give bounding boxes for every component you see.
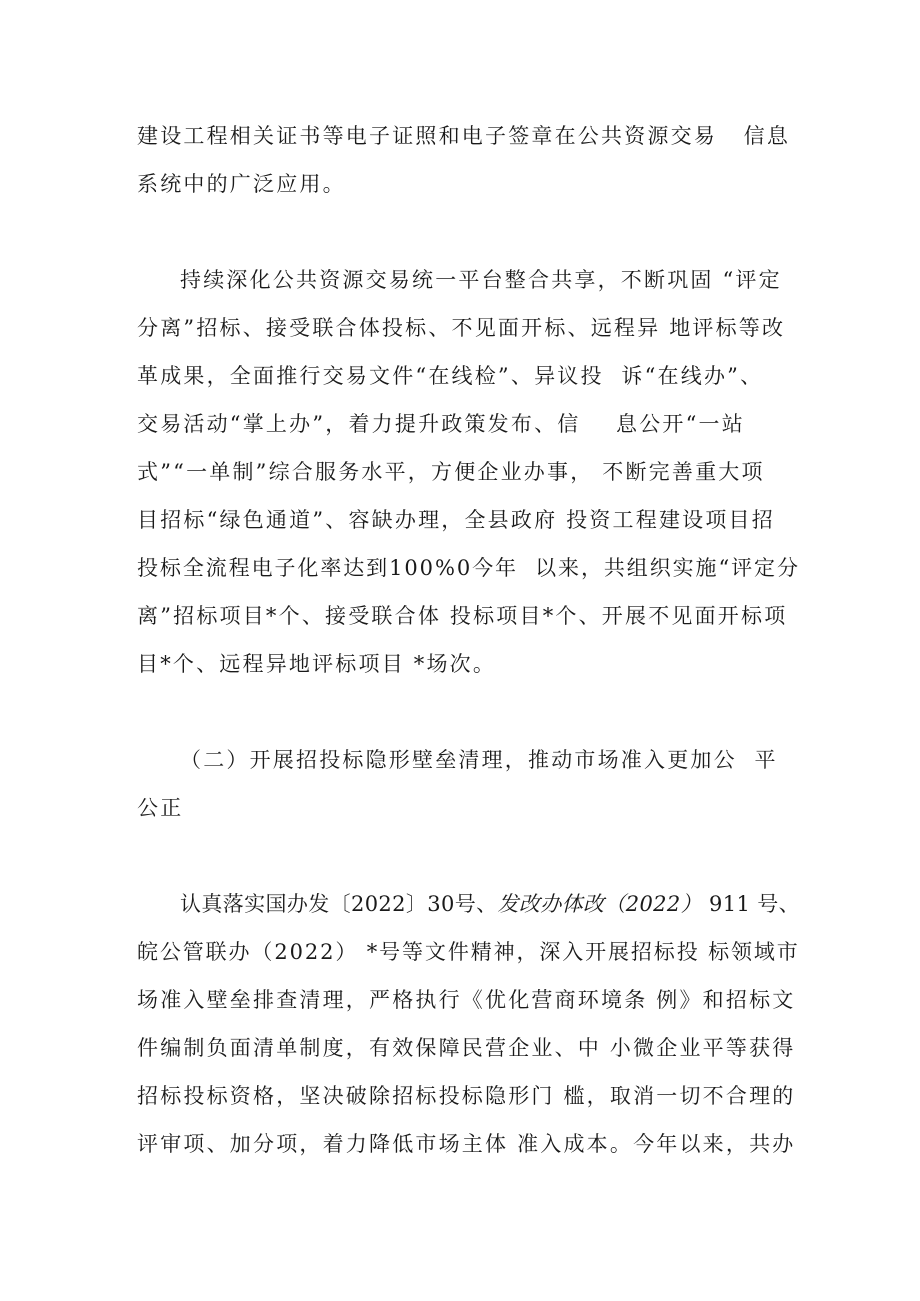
text-segment-italic: 发改办体改（2022） xyxy=(497,892,703,916)
text-line: 目招标“绿色通道”、容缺办理，全县政府 投资工程建设项目招 xyxy=(137,508,775,532)
text-segment: 认真落实国办发〔2022〕30号、 xyxy=(180,892,498,916)
text-line: 系统中的广泛应用。 xyxy=(137,172,346,196)
text-line xyxy=(180,889,800,919)
text-line: 分离”招标、接受联合体投标、不见面开标、远程异 地评标等改 xyxy=(137,316,786,340)
text-line: 场准入壁垒排查清理，严格执行《优化营商环境条 例》和招标文 xyxy=(137,988,796,1012)
section-heading-continuation: 公正 xyxy=(137,796,184,820)
text-line: 离”招标项目*个、接受联合体 投标项目*个、开展不见面开标项 xyxy=(137,604,788,628)
text-line: 招标投标资格，坚决破除招标投标隐形门 槛，取消一切不合理的 xyxy=(137,1084,796,1108)
text-line: 式”“一单制”综合服务水平，方便企业办事， 不断完善重大项 xyxy=(137,460,765,484)
text-segment: 911 号、 xyxy=(702,892,801,916)
text-line: 持续深化公共资源交易统一平台整合共享，不断巩固 “评定 xyxy=(180,268,782,292)
text-line: 投标全流程电子化率达到100%0今年 以来，共组织实施“评定分 xyxy=(137,556,800,580)
text-line: 皖公管联办（2022） *号等文件精神，深入开展招标投 标领域市 xyxy=(137,940,800,964)
text-line: 交易活动“掌上办”，着力提升政策发布、信 息公开“一站 xyxy=(137,412,745,436)
section-heading: （二）开展招投标隐形壁垒清理，推动市场准入更加公 平 xyxy=(180,748,778,772)
text-line: 件编制负面清单制度，有效保障民营企业、中 小微企业平等获得 xyxy=(137,1036,796,1060)
text-line: 建设工程相关证书等电子证照和电子签章在公共资源交易 信息 xyxy=(137,124,791,148)
text-line: 目*个、远程异地评标项目 *场次。 xyxy=(137,652,497,676)
text-line: 革成果，全面推行交易文件“在线检”、异议投 诉“在线办”、 xyxy=(137,364,764,388)
text-line: 评审项、加分项，着力降低市场主体 准入成本。今年以来，共办 xyxy=(137,1132,796,1156)
